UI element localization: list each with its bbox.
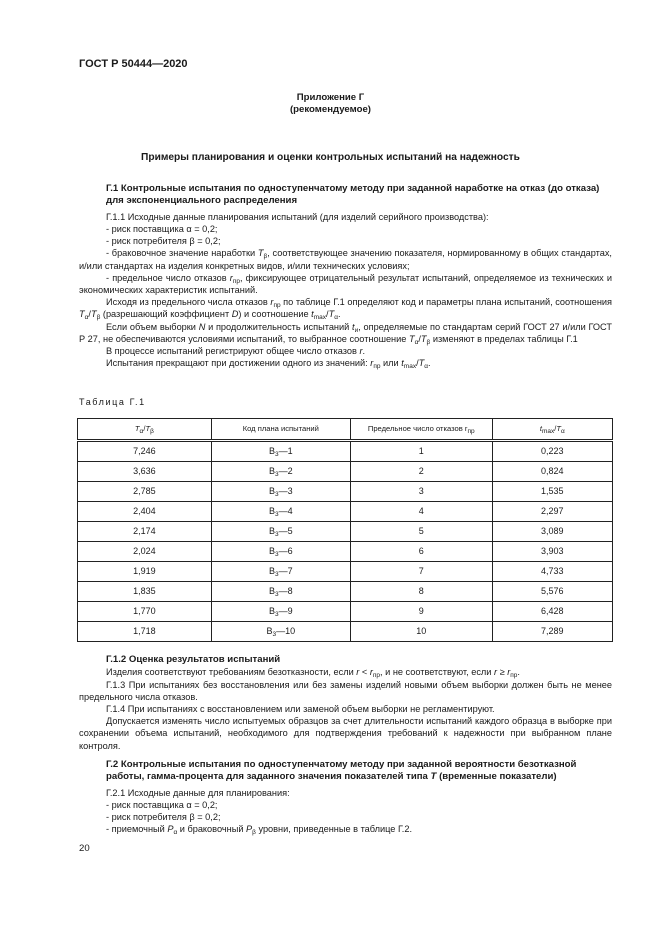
g13-text: Г.1.3 При испытаниях без восстановления или без замены изделий новыми объем выборки должен быть не менее предельного числа отказов. [79,679,612,702]
annex-heading [0,92,661,116]
section-g2 [79,759,612,836]
annex-subtitle: (рекомендуемое) [289,104,371,115]
table-g1 [77,418,613,642]
section-g12-heading: Г.1.2 Оценка результатов испытаний [106,654,281,665]
cell-ratio: 2,404 [78,502,212,522]
cell-limit: 7 [350,562,492,582]
g2-levels: - приемочный $P_\alpha$ и браковочный $P_\beta$ уровни, приведенные в таблице Г.2. [106,824,413,837]
g2-risk-consumer: - риск потребителя β = 0,2; [106,812,221,823]
cell-code: $B_3—2$ [211,462,350,482]
cell-limit: 2 [350,462,492,482]
limit-failures-item: - предельное число отказов $r_{пр}$, фиксирующее отрицательный результат испытаний, определяемое из технических и экономических характеристик испытаний. [79,272,613,296]
g2-risk-supplier: - риск поставщика α = 0,2; [106,800,218,811]
g111-intro: Г.1.1 Исходные данные планирования испытаний (для изделий серийного производства): [106,211,489,222]
cell-tmax: 3,089 [492,522,612,542]
cell-limit: 3 [350,482,492,502]
cell-ratio: 7,246 [78,441,212,462]
cell-ratio: 2,785 [78,482,212,502]
paragraph-sample-size: Если объем выборки N и продолжительность испытаний $t_и$, определяемые по стандартам серий ГОСТ 27 и/или ГОСТ Р 27, не обеспечиваются условиями испытаний, то выбранное соотношение $T_\alpha/T_\beta$ изменяют в пределах таблицы Г.1 [79,321,612,346]
g21-intro: Г.2.1 Исходные данные для планирования: [106,787,290,798]
document-code: ГОСТ Р 50444—2020 [79,58,188,70]
cell-ratio: 1,718 [78,622,212,642]
header-plan-code: Код плана испытаний [211,419,350,441]
page-number: 20 [79,843,90,854]
risk-supplier: - риск поставщика α = 0,2; [106,224,218,235]
cell-tmax: 0,824 [492,462,612,482]
main-title: Примеры планирования и оценки контрольных испытаний на надежность [141,152,520,163]
cell-limit: 8 [350,582,492,602]
table-header-row [78,419,613,441]
table-row [78,522,613,542]
table-row [78,462,613,482]
cell-tmax: 4,733 [492,562,612,582]
cell-limit: 1 [350,441,492,462]
cell-tmax: 5,576 [492,582,612,602]
table-row [78,582,613,602]
cell-limit: 5 [350,522,492,542]
cell-limit: 4 [350,502,492,522]
cell-code: $B_3—5$ [211,522,350,542]
section-g1-heading: Г.1 Контрольные испытания по одноступенчатому методу при заданной наработке на отказ (до отказа) для экспоненциального распределения [106,183,600,207]
cell-limit: 10 [350,622,492,642]
section-g12-g14 [79,654,612,752]
cell-ratio: 2,174 [78,522,212,542]
annex-title: Приложение Г [296,92,365,103]
table-caption: Таблица Г.1 [79,397,146,407]
cell-ratio: 1,835 [78,582,212,602]
paragraph-register-failures: В процессе испытаний регистрируют общее число отказов r. [106,346,366,357]
table-row [78,502,613,522]
cell-tmax: 0,223 [492,441,612,462]
paragraph-plan-selection: Исходя из предельного числа отказов $r_{пр}$ по таблице Г.1 определяют код и параметры плана испытаний, соотношения $T_\alpha/T_\beta$ (разрешающий коэффициент D) и соотношение $t_{max}/T_\alpha$. [79,297,613,322]
cell-code: $B_3—3$ [211,482,350,502]
cell-ratio: 1,919 [78,562,212,582]
cell-tmax: 3,903 [492,542,612,562]
reject-value-item: - браковочное значение наработки $T_\beta$, соответствующее значению показателя, нормированному в общих стандартах, и/или стандартах на изделия конкретных видов, и/или технических условиях; [79,248,612,271]
table-row [78,441,613,462]
cell-code: $B_3—9$ [211,602,350,622]
cell-code: $B_3—6$ [211,542,350,562]
g14-text-2: Допускается изменять число испытуемых образцов за счет длительности испытаний каждого образца в выборке при сохранении объема испытаний, необходимого для подтверждения требований к надежности при выбранном плане контроля. [79,716,612,751]
header-tmax-ratio: $t_{max}/T_\alpha$ [492,419,612,441]
cell-code: $B_3—4$ [211,502,350,522]
cell-code: $B_3—1$ [211,441,350,462]
header-limit-failures: Предельное число отказов $r_{пр}$ [350,419,492,441]
table-row [78,622,613,642]
section-g2-heading: Г.2 Контрольные испытания по одноступенчатому методу при заданной вероятности безотказной работы, гамма-процента для заданного значения показателей типа T (временные показатели) [106,759,577,783]
cell-tmax: 6,428 [492,602,612,622]
section-g1 [79,183,612,369]
g12-evaluation-text: Изделия соответствуют требованиям безотказности, если $r < r_{пр}$, и не соответствуют, если $r \ge r_{пр}$. [106,667,520,680]
cell-limit: 9 [350,602,492,622]
header-ratio: $T_\alpha/T_\beta$ [78,419,212,441]
cell-ratio: 1,770 [78,602,212,622]
table-row [78,482,613,502]
cell-tmax: 2,297 [492,502,612,522]
cell-code: $B_3—8$ [211,582,350,602]
cell-code: $B_3—10$ [211,622,350,642]
cell-ratio: 2,024 [78,542,212,562]
cell-tmax: 1,535 [492,482,612,502]
risk-consumer: - риск потребителя β = 0,2; [106,236,221,247]
table-row [78,602,613,622]
g14-text: Г.1.4 При испытаниях с восстановлением или заменой объем выборки не регламентируют. [106,704,495,715]
cell-tmax: 7,289 [492,622,612,642]
cell-ratio: 3,636 [78,462,212,482]
cell-limit: 6 [350,542,492,562]
table-row [78,542,613,562]
paragraph-stop-condition: Испытания прекращают при достижении одного из значений: $r_{пр}$ или $t_{max}/T_\alpha$. [106,358,431,371]
cell-code: $B_3—7$ [211,562,350,582]
table-row [78,562,613,582]
